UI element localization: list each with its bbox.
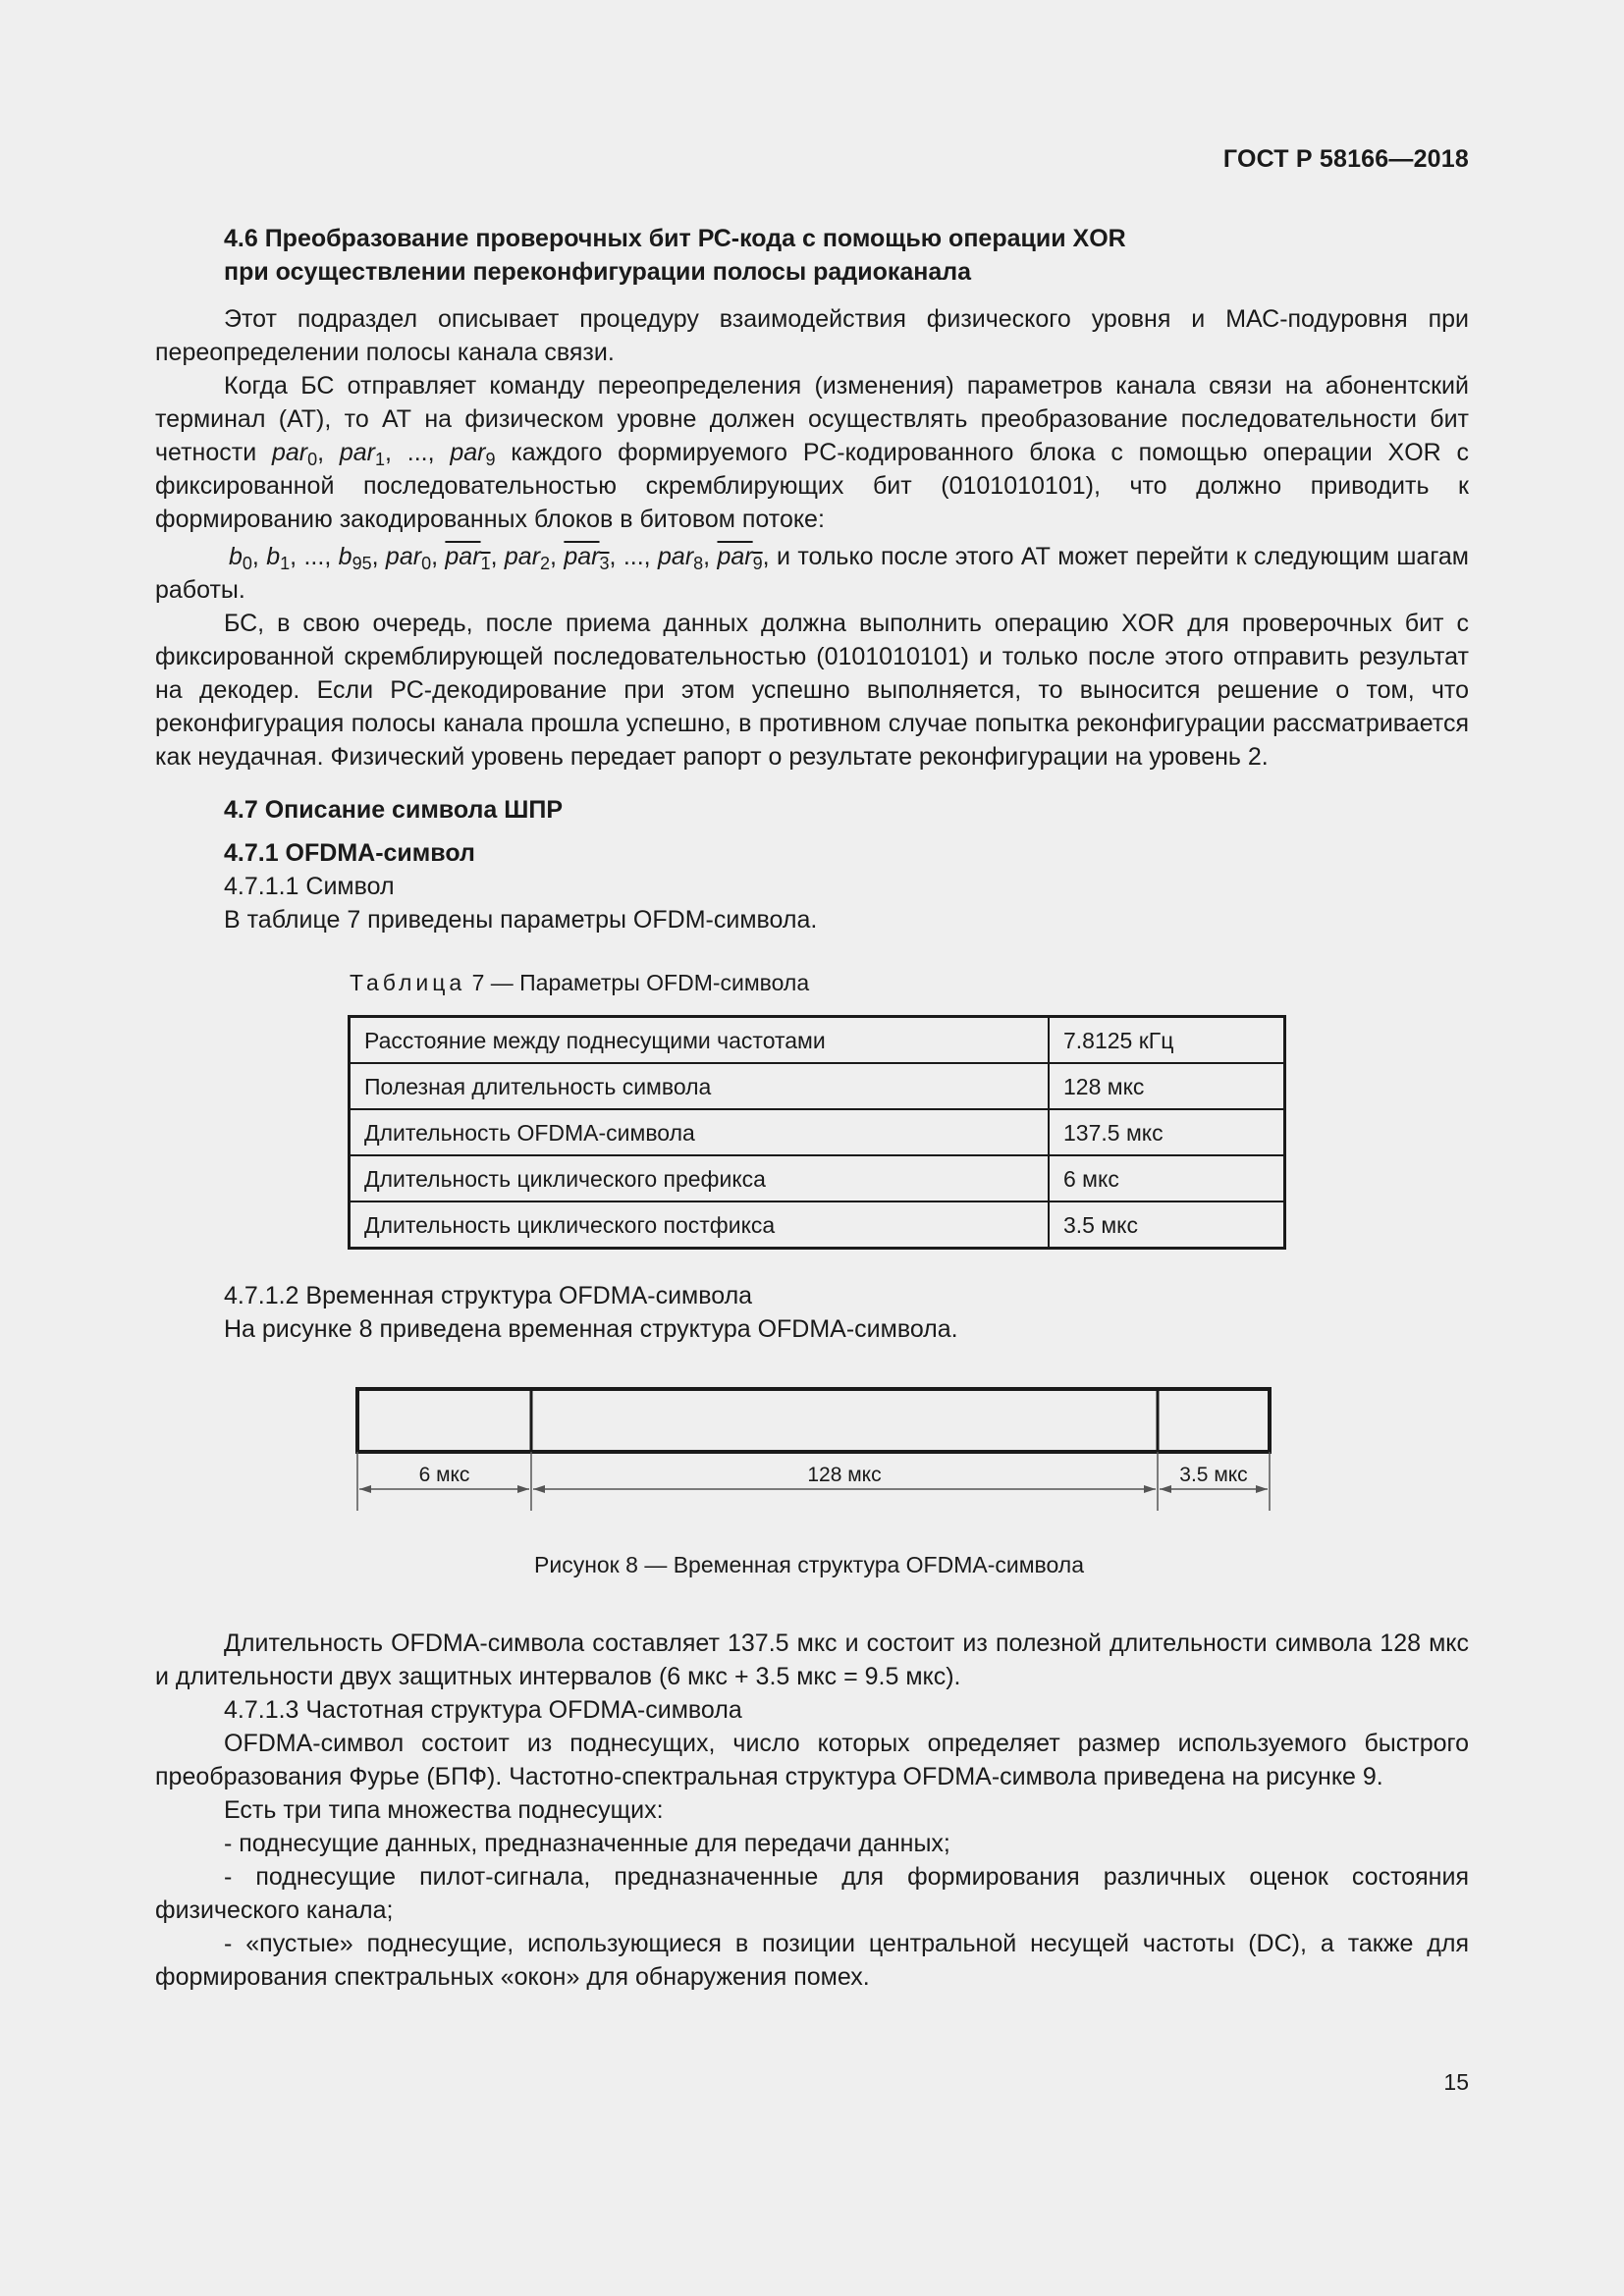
param-value-cell: 7.8125 кГц <box>1049 1017 1285 1064</box>
paragraph: БС, в свою очередь, после приема данных должна выполнить операцию XOR для проверочных бит с фиксированной скремблирующей последовательностью (0101010101) и только после этого отправить результат на декодер. Если РС-декодирование при этом успешно выполняется, то выносится решение о том, что реконфигурация полосы канала прошла успешно, в противном случае попытка реконфигурации рассматривается как неудачная. Физический уровень передает рапорт о результате реконфигурации на уровень 2. <box>155 610 1469 771</box>
list-item: - «пустые» поднесущие, использующиеся в позиции центральной несущей частоты (DC), а также для формирования спектральных «окон» для обнаружения помех. <box>155 1930 1469 1991</box>
table-caption-word: Таблица <box>350 970 466 995</box>
table-row <box>350 1063 1285 1109</box>
arrow-head <box>1160 1485 1171 1493</box>
time-structure-figure <box>155 1381 1469 1548</box>
arrow-head <box>533 1485 545 1493</box>
section-4-6-title <box>224 222 1469 289</box>
paragraph: На рисунке 8 приведена временная структура OFDMA-символа. <box>224 1315 958 1343</box>
table-caption <box>350 966 1469 999</box>
arrow-head <box>1144 1485 1156 1493</box>
segment-duration-label: 128 мкс <box>807 1464 882 1486</box>
list-item: - поднесущие пилот-сигнала, предназначенные для формирования различных оценок состояния физического канала; <box>155 1863 1469 1924</box>
table-row <box>350 1201 1285 1249</box>
paragraph: OFDMA-символ состоит из поднесущих, число которых определяет размер используемого быстрого преобразования Фурье (БПФ). Частотно-спектральная структура OFDMA-символа приведена на рисунке 9. <box>155 1730 1469 1790</box>
param-name-cell: Длительность циклического префикса <box>350 1155 1050 1201</box>
ofdm-params-table <box>348 1015 1286 1250</box>
page-content <box>155 222 1469 1994</box>
symbol-frame <box>357 1389 1270 1452</box>
item-heading: 4.7.1.1 Символ <box>224 873 395 900</box>
table-row <box>350 1109 1285 1155</box>
list-item: - поднесущие данных, предназначенные для передачи данных; <box>224 1830 950 1857</box>
param-name-cell: Расстояние между поднесущими частотами <box>350 1017 1050 1064</box>
param-name-cell: Длительность OFDMA-символа <box>350 1109 1050 1155</box>
figure-caption: Рисунок 8 — Временная структура OFDMA-символа <box>534 1552 1084 1577</box>
bit-stream-formula: $b_0$, $b_1$, ..., $b_{95}$, par$_0$, par$_1$, par$_2$, par$_3$, ..., par$_8$, par$_9$, и только после этого АТ может перейти к следующим шагам работы. <box>155 543 1469 604</box>
paragraph: Этот подраздел описывает процедуру взаимодействия физического уровня и МАС-подуровня при переопределении полосы канала связи. <box>155 305 1469 366</box>
formula-tail-text: и только после этого АТ может перейти к следующим шагам работы. <box>155 543 1469 604</box>
paragraph: Когда БС отправляет команду переопределения (изменения) параметров канала связи на абонентский терминал (АТ), то АТ на физическом уровне должен осуществлять преобразование последовательности бит четности par$_0$, par$_1$, ..., par$_9$ каждого формируемого РС-кодированного блока с помощью операции XOR с фиксированной последовательностью скремблирующих бит (0101010101), что должно приводить к формированию закодированных блоков в битовом потоке: <box>155 372 1469 533</box>
item-heading: 4.7.1.3 Частотная структура OFDMA-символа <box>224 1696 742 1724</box>
arrow-head <box>517 1485 529 1493</box>
arrow-head <box>359 1485 371 1493</box>
page-number: 15 <box>1443 2069 1469 2095</box>
segment-duration-label: 3.5 мкс <box>1179 1464 1248 1486</box>
section-title-line: при осуществлении переконфигурации полосы радиоканала <box>224 258 972 286</box>
table-row <box>350 1155 1285 1201</box>
param-value-cell: 6 мкс <box>1049 1155 1285 1201</box>
param-name-cell: Длительность циклического постфикса <box>350 1201 1050 1249</box>
table-caption-text: 7 — Параметры OFDM-символа <box>465 970 810 995</box>
param-value-cell: 3.5 мкс <box>1049 1201 1285 1249</box>
param-value-cell: 128 мкс <box>1049 1063 1285 1109</box>
param-name-cell: Полезная длительность символа <box>350 1063 1050 1109</box>
subsection-4-7-1-title: 4.7.1 OFDMA-символ <box>224 839 475 867</box>
paragraph-text: Когда БС отправляет команду переопределения (изменения) параметров канала связи на абонентский терминал (АТ), то АТ на физическом уровне должен осуществлять преобразование последовательности бит четности <box>155 372 1469 466</box>
section-4-7-title: 4.7 Описание символа ШПР <box>224 796 563 824</box>
segment-duration-label: 6 мкс <box>418 1464 470 1486</box>
paragraph: Длительность OFDMA-символа составляет 137.5 мкс и состоит из полезной длительности символа 128 мкс и длительности двух защитных интервалов (6 мкс + 3.5 мкс = 9.5 мкс). <box>155 1629 1469 1690</box>
time-structure-diagram <box>155 1381 1469 1548</box>
document-header: ГОСТ Р 58166—2018 <box>1222 145 1469 173</box>
table-row <box>350 1017 1285 1064</box>
paragraph: В таблице 7 приведены параметры OFDM-символа. <box>224 906 818 934</box>
section-title-line: 4.6 Преобразование проверочных бит РС-кода с помощью операции XOR <box>224 225 1126 252</box>
paragraph-text: каждого формируемого РС-кодированного блока с помощью операции XOR с фиксированной последовательностью скремблирующих бит (0101010101), что должно приводить к формированию закодированных блоков в битовом потоке: <box>155 439 1469 533</box>
item-heading: 4.7.1.2 Временная структура OFDMA-символа <box>224 1282 753 1309</box>
param-value-cell: 137.5 мкс <box>1049 1109 1285 1155</box>
paragraph: Есть три типа множества поднесущих: <box>224 1796 664 1824</box>
arrow-head <box>1256 1485 1268 1493</box>
